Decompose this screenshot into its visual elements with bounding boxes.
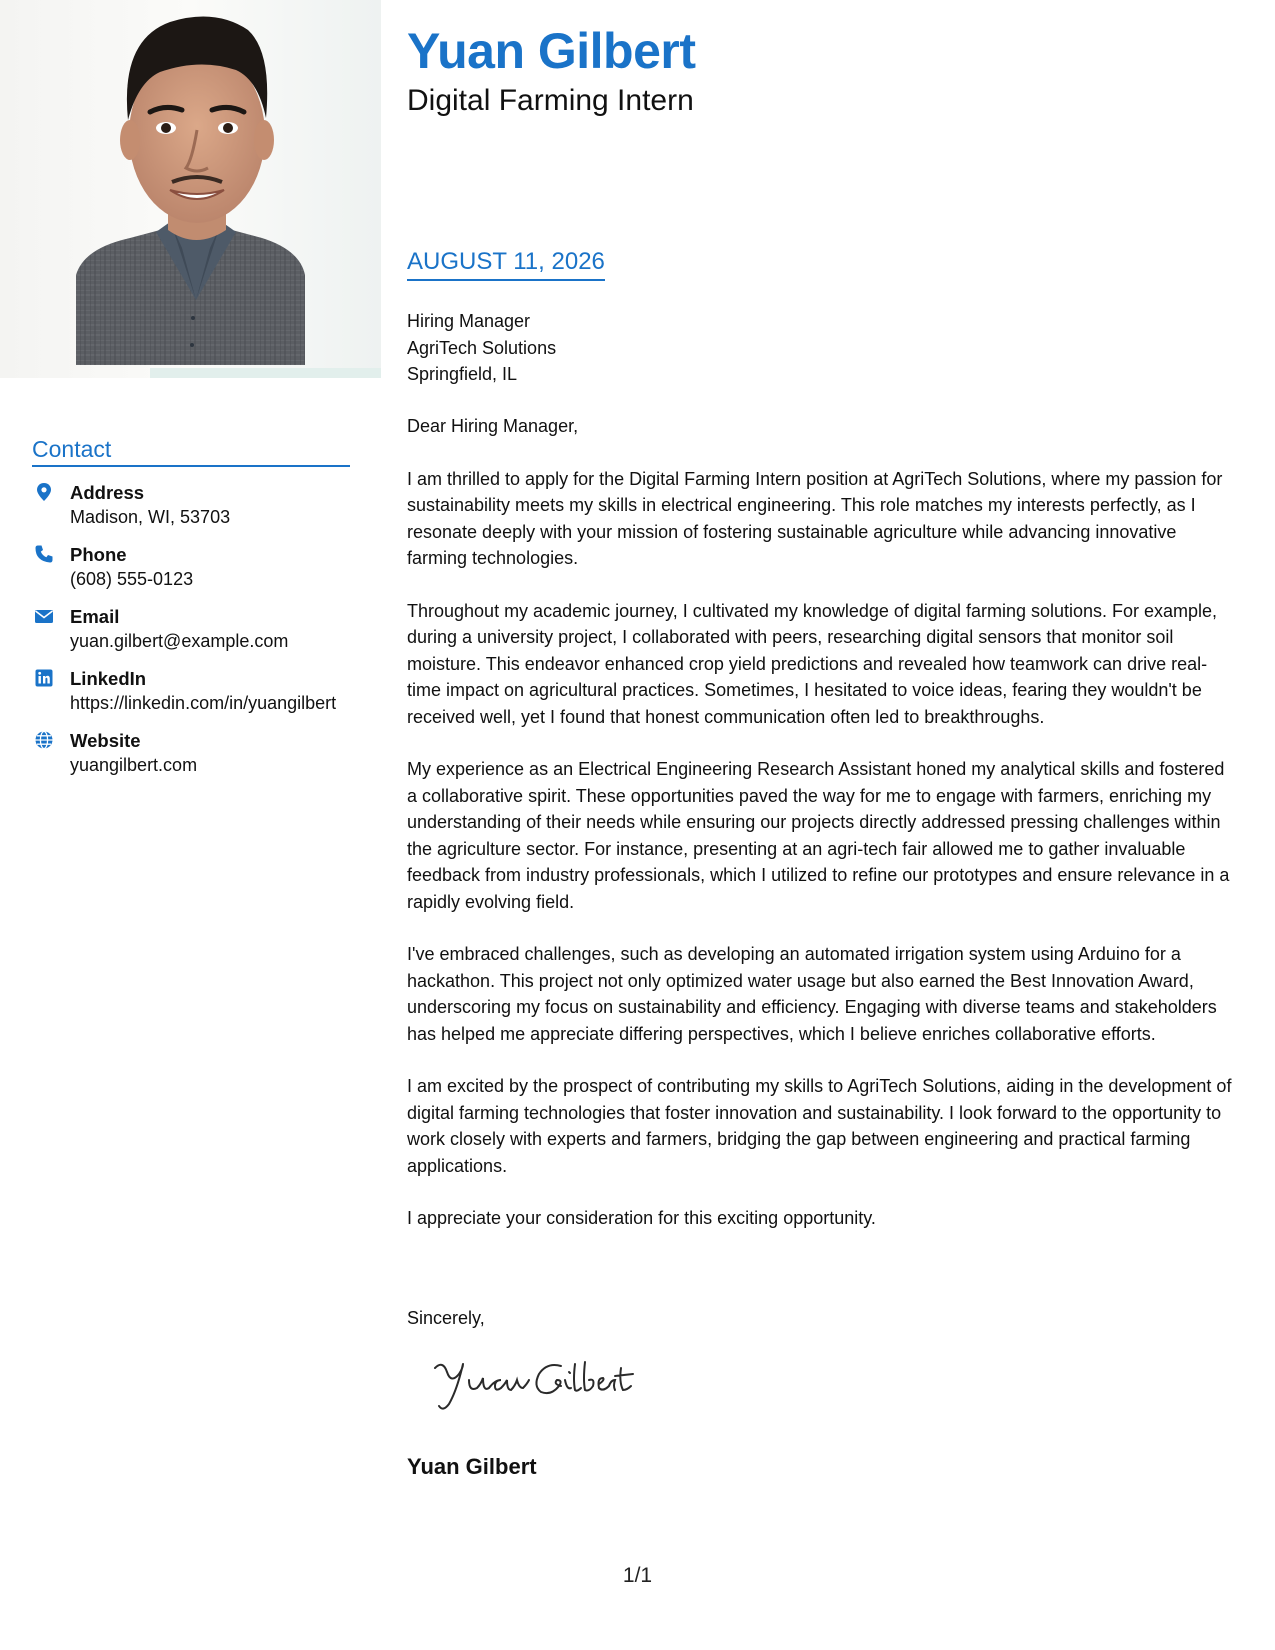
map-pin-icon [34,482,54,502]
recipient-line: Springfield, IL [407,364,518,384]
contact-email [32,604,352,654]
contact-label: Phone [70,544,127,565]
letter-body [407,413,1239,1258]
contact-label: Address [70,482,145,503]
contact-address [32,480,352,530]
phone-icon [34,544,54,564]
closing: Sincerely, [407,1308,485,1328]
contact-value: yuan.gilbert@example.com [70,631,289,651]
paragraph: I am excited by the prospect of contributing my skills to AgriTech Solutions, aiding in the development of digital farming technologies that foster innovation and sustainability. I look forward to the opportunity to work closely with experts and farmers, bridging the gap between engineering and practical farming applications. [407,1076,1232,1176]
recipient-block [407,308,556,388]
globe-icon [34,730,54,750]
applicant-name: Yuan Gilbert [407,23,696,79]
contact-heading: Contact [32,436,350,467]
handwritten-signature [429,1350,669,1420]
letter-date: AUGUST 11, 2026 [407,248,605,281]
job-title: Digital Farming Intern [407,84,694,117]
portrait-illustration [0,0,381,378]
paragraph: My experience as an Electrical Engineering Research Assistant honed my analytical skills and fostered a collaborative spirit. These opportunities paved the way for me to engage with farmers, enriching my understanding of their needs while ensuring our projects directly addressed pressing challenges within the agriculture sector. For instance, presenting at an agri-tech fair allowed me to gather invaluable feedback from industry professionals, which I utilized to refine our prototypes and ensure relevance in a rapidly evolving field. [407,759,1230,912]
page-number: 1/1 [622,1564,653,1587]
contact-linkedin [32,666,352,716]
signed-name: Yuan Gilbert [407,1454,537,1479]
contact-value: Madison, WI, 53703 [70,507,231,527]
contact-phone [32,542,352,592]
paragraph: Throughout my academic journey, I cultivated my knowledge of digital farming solutions. For example, during a university project, I collaborated with peers, researching digital sensors that monitor soil moisture. This endeavor enhanced crop yield predictions and revealed how teamwork can drive real-time impact on agricultural practices. Sometimes, I hesitated to voice ideas, fearing they wouldn't be received well, yet I found that honest communication often led to breakthroughs. [407,600,1218,727]
envelope-icon [34,606,54,626]
profile-photo [0,0,381,378]
sidebar [0,0,381,1650]
contact-label: Website [70,730,141,751]
contact-website [32,728,352,778]
contact-list [32,480,352,790]
contact-value[interactable]: https://linkedin.com/in/yuangilbert [70,693,337,713]
salutation: Dear Hiring Manager, [407,416,579,436]
contact-value[interactable]: yuangilbert.com [70,755,198,775]
contact-label: Email [70,606,120,627]
paragraph: I am thrilled to apply for the Digital Farming Intern position at AgriTech Solutions, where my passion for sustainability meets my skills in electrical engineering. This role matches my interests perfectly, as I resonate deeply with your mission of fostering sustainable agriculture while advancing innovative farming technologies. [407,468,1223,568]
recipient-line: Hiring Manager [407,311,531,331]
recipient-line: AgriTech Solutions [407,337,557,358]
contact-label: LinkedIn [70,668,147,689]
paragraph: I've embraced challenges, such as developing an automated irrigation system using Arduino for a hackathon. This project not only optimized water usage but also earned the Best Innovation Award, underscoring my focus on sustainability and efficiency. Engaging with diverse teams and stakeholders has helped me appreciate differing perspectives, which I believe enriches collaborative efforts. [407,944,1217,1044]
paragraph: I appreciate your consideration for this exciting opportunity. [407,1208,876,1228]
contact-value: (608) 555-0123 [70,569,194,589]
linkedin-icon [34,668,54,688]
